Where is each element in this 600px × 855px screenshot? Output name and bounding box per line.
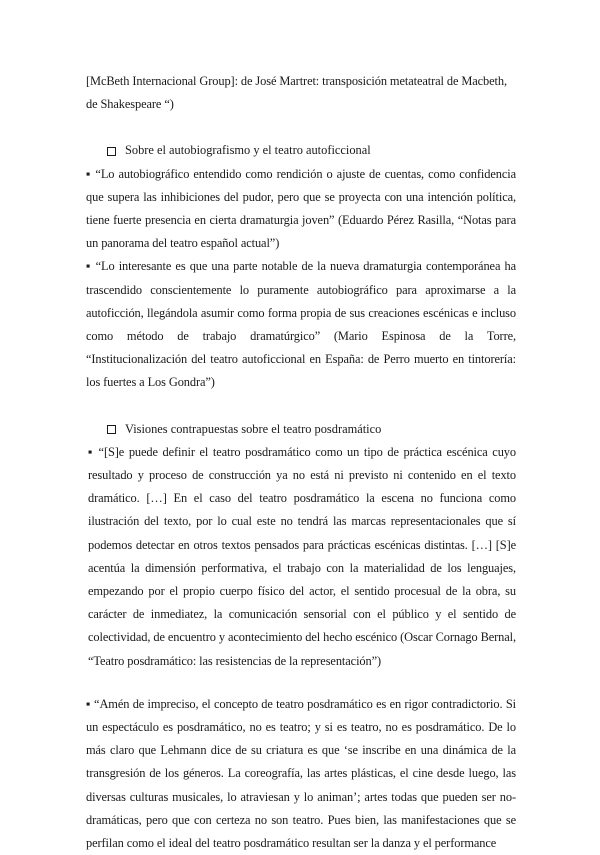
quote-paragraph: ▪ “Lo autobiográfico entendido como rendición o ajuste de cuentas, como confidencia que supera las inhibiciones del pudor, pero que se proyecta con una intención política, tiene fuerte presencia en cierta dramaturgia joven” (Eduardo Pérez Rasilla, “Notas para un panorama del teatro español actual”) (86, 166, 516, 251)
section-heading-label: Visiones contrapuestas sobre el teatro posdramático (125, 421, 382, 436)
checkbox-icon (107, 147, 116, 156)
checkbox-icon (107, 425, 116, 434)
spacer (86, 116, 516, 139)
spacer (86, 673, 516, 693)
section-heading-autobiografismo (86, 139, 516, 162)
spacer (86, 395, 516, 418)
quote-paragraph: ▪ “Amén de impreciso, el concepto de teatro posdramático es en rigor contradictorio. Si un espectáculo es posdramático, no es teatro; y si es teatro, no es posdramático. De lo más claro que Lehmann dice de su criatura es que ‘se inscribe en una dinámica de la transgresión de los géneros. La coreografía, las artes plásticas, el cine desde luego, las diversas culturas musicales, lo atraviesan y lo animan’; artes todas que pueden ser no-dramáticas, pero que con certeza no son teatro. Pues bien, las manifestaciones que se perfilan como el ideal del teatro posdramático resultan ser la danza y el performance (86, 696, 516, 851)
document-page (86, 70, 516, 855)
quote-paragraph: ▪ “[S]e puede definir el teatro posdramático como un tipo de práctica escénica cuyo resultado y proceso de construcción ya no está ni previsto ni contenido en el texto dramático. […] En el caso del teatro posdramático la escena no funciona como ilustración del texto, por lo cual este no tendrá las marcas representacionales que sí podemos detectar en otros textos pensados para prácticas escénicas distintas. […] [S]e acentúa la dimensión performativa, el trabajo con la materialidad de los lenguajes, empezando por el propio cuerpo físico del actor, el sentido procesual de la obra, su carácter de inmediatez, la comunicación sensorial con el público y el sentido de colectividad, de encuentro y acontecimiento del hecho escénico (Oscar Cornago Bernal, “Teatro posdramático: las resistencias de la representación”) (88, 444, 516, 668)
section-heading-posdramatico (86, 418, 516, 441)
section-heading-label: Sobre el autobiografismo y el teatro autoficcional (125, 143, 371, 158)
intro-citation: [McBeth Internacional Group]: de José Martret: transposición metateatral de Macbeth, de Shakespeare “) (86, 74, 507, 112)
quote-paragraph: ▪ “Lo interesante es que una parte notable de la nueva dramaturgia contemporánea ha trascendido conscientemente lo puramente autobiográfico para aproximarse a la autoficción, llegándola asumir como forma propia de sus creaciones escénicas e incluso como método de trabajo dramatúrgico” (Mario Espinosa de la Torre, “Institucionalización del teatro autoficcional en España: de Perro muerto en tintorería: los fuertes a Los Gondra”) (86, 259, 516, 390)
